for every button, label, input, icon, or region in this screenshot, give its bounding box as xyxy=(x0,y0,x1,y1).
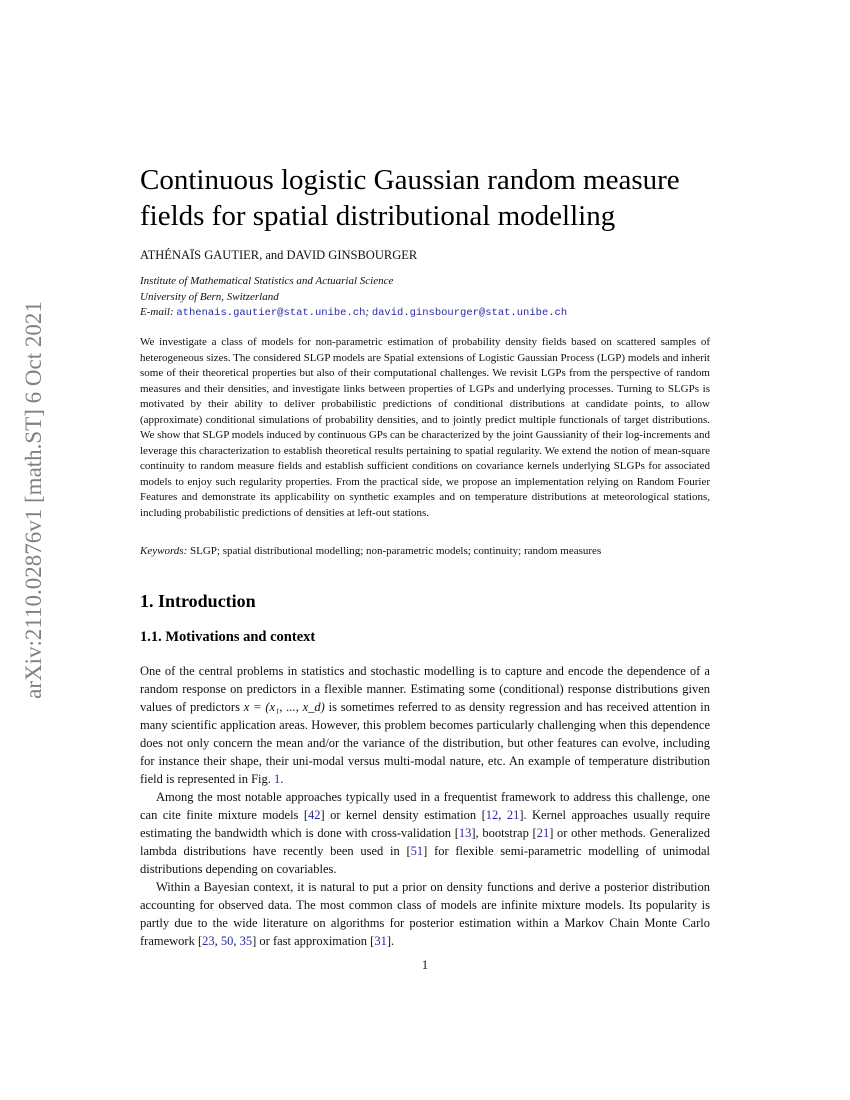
page-number: 1 xyxy=(421,958,429,972)
citation-link[interactable]: 31 xyxy=(374,934,387,948)
citation-link[interactable]: 21 xyxy=(536,826,550,840)
email-link-ginsbourger[interactable]: david.ginsbourger@stat.unibe.ch xyxy=(371,307,568,319)
abstract: We investigate a class of models for non-parametric estimation of probability density fields based on scattered samples of heterogeneous sizes. The considered SLGP models are Spatial extensions of Logistic Gaussian Process (LGP) models and inherit some of their theoretical properties but also of their computational challenges. We revisit LGPs from the perspective of random measures and their densities, and investigate links between properties of LGPs and underlying processes. Turning to SLGPs is motivated by their ability to deliver probabilistic predictions of conditional distributions at candidate points, to allow (approximate) conditional simulations of probability densities, and to jointly predict multiple functionals of target distributions. We show that SLGP models induced by continuous GPs can be characterized by the joint Gaussianity of their log-increments and leverage this characterization to establish theoretical results pertaining to spatial regularity. We extend the notion of mean-square continuity to random measure fields and establish sufficient conditions on covariance kernels underlying SLGPs for associated models to enjoy such regularity properties. From the practical side, we propose an implementation relying on Random Fourier Features and demonstrate its applicability on synthetic examples and on temperature distributions at meteorological stations, including probabilistic predictions of densities at left-out stations. xyxy=(140,336,710,519)
citation-link[interactable]: 50 xyxy=(220,934,234,948)
email-line xyxy=(140,305,567,322)
keywords-label: Keywords: xyxy=(140,545,188,557)
keywords-line xyxy=(140,544,710,560)
keywords-text: SLGP; spatial distributional modelling; non-parametric models; continuity; random measures xyxy=(190,545,602,557)
arxiv-identifier: arXiv:2110.02876v1 [math.ST] 6 Oct 2021 xyxy=(21,301,46,699)
university-name: University of Bern, Switzerland xyxy=(140,290,279,303)
author-list: ATHÉNAÏS GAUTIER, and DAVID GINSBOURGER xyxy=(140,248,418,262)
affiliation-block xyxy=(140,274,567,322)
citation-link[interactable]: 42 xyxy=(308,808,321,822)
citation-link[interactable]: 35 xyxy=(239,934,253,948)
email-link-gautier[interactable]: athenais.gautier@stat.unibe.ch xyxy=(176,307,366,319)
institute-name: Institute of Mathematical Statistics and Actuarial Science xyxy=(140,275,394,287)
citation-link[interactable]: 21 xyxy=(506,808,520,822)
citation-link[interactable]: 13 xyxy=(458,826,472,840)
figure-reference-link[interactable]: 1 xyxy=(274,772,281,786)
citation-link[interactable]: 12 xyxy=(485,808,499,822)
citation-link[interactable]: 51 xyxy=(410,844,424,858)
paper-title: Continuous logistic Gaussian random measure fields for spatial distributional modelling xyxy=(140,164,680,232)
email-separator: ; xyxy=(365,306,370,318)
subsection-heading-motivations: 1.1. Motivations and context xyxy=(140,629,316,645)
paragraph-1: One of the central problems in statistics and stochastic modelling is to capture and encode the dependence of a random response on predictors in a flexible manner. Estimating some (conditional) response distributions given values of predictors x = (x₁, ..., x_d) is sometimes referred to as density regression and has received attention in many scientific application areas. However, this problem becomes particularly challenging when this dependence does not only concern the mean and/or the variance of the distribution, but other features can evolve, including for instance their shape, their uni-modal versus multi-modal nature, etc. An example of temperature distribution field is represented in Fig. 1. xyxy=(140,664,710,786)
body-text xyxy=(140,662,710,950)
arxiv-sidebar-stamp xyxy=(14,290,54,710)
email-label: E-mail: xyxy=(140,306,174,318)
section-heading-introduction: 1. Introduction xyxy=(140,591,256,611)
paragraph-2: Among the most notable approaches typically used in a frequentist framework to address this challenge, one can cite finite mixture models [42] or kernel density estimation [12, 21]. Kernel approaches usually require estimating the bandwidth which is done with cross-validation [13], bootstrap [21] or other methods. Generalized lambda distributions have recently been used in [51] for flexible semi-parametric modelling of unimodal distributions depending on covariables. xyxy=(140,790,711,876)
paragraph-3: Within a Bayesian context, it is natural to put a prior on density functions and derive a posterior distribution accounting for observed data. The most common class of models are infinite mixture models. Its popularity is partly due to the wide literature on algorithms for posterior estimation within a Markov Chain Monte Carlo framework [23, 50, 35] or fast approximation [31]. xyxy=(140,880,710,948)
citation-link[interactable]: 23 xyxy=(202,934,215,948)
inline-math-predictors: x = (x₁, ..., x_d) xyxy=(243,700,325,714)
